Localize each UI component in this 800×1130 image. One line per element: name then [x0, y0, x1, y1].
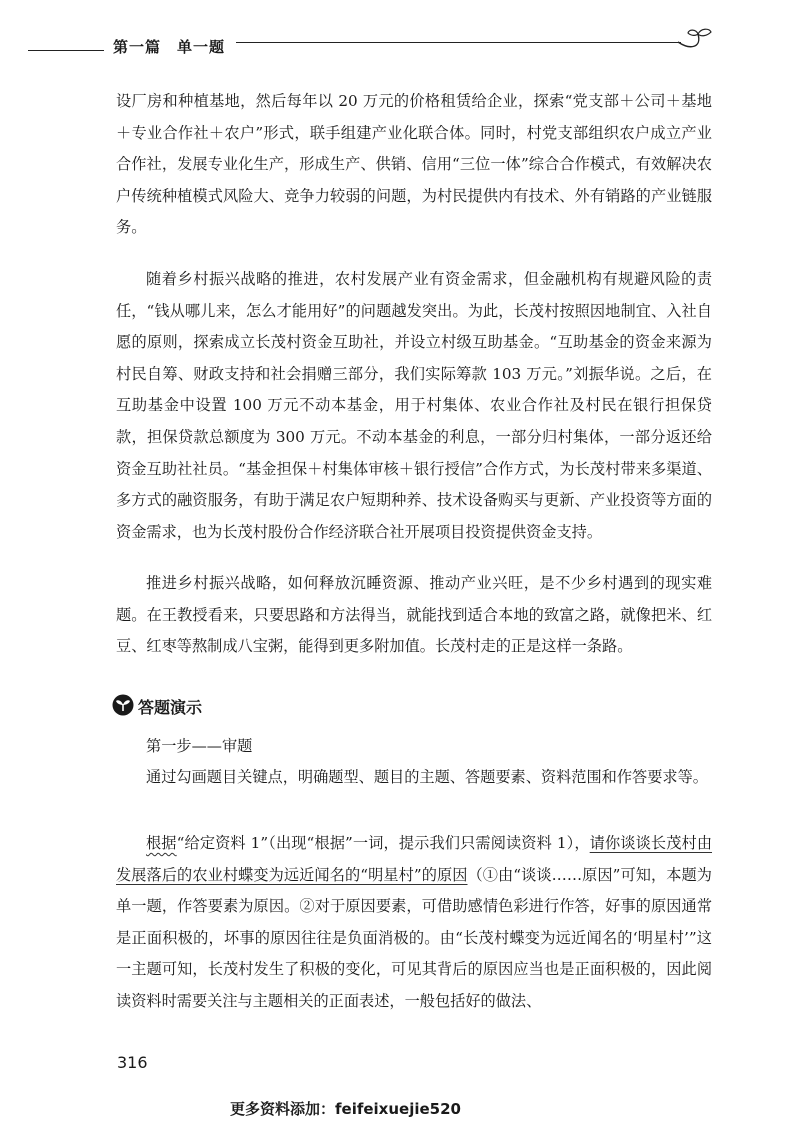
- header-rule-left: [28, 50, 104, 51]
- paragraph: 设厂房和种植基地，然后每年以 20 万元的价格租赁给企业，探索“党支部＋公司＋基地＋专业合作社＋农户”形式，联手组建产业化联合体。同时，村党支部组织农户成立产业合作社，发展专业化生产，形成生产、供销、信用“三位一体”综合合作模式，有效解决农户传统种植模式风险大、竞争力较弱的问题，为村民提供内有技术、外有销路的产业链服务。: [116, 92, 712, 237]
- analysis-paragraph: [116, 828, 712, 1018]
- analysis-text: “给定资料 1”（出现“根据”一词，提示我们只需阅读资料 1），: [176, 834, 590, 852]
- analysis-text: （①由“谈谈……原因”可知，本题为单一题，作答要素为原因。②对于原因要素，可借助感情色彩进行作答，好事的原因通常是正面积极的，坏事的原因往往是负面消极的。由“长茂村蝶变为远近闻名的‘明星村’”这一主题可知，长茂村发生了积极的变化，可见其背后的原因应当也是正面积极的，因此阅读资料时需要关注与主题相关的正面表述，一般包括好的做法、: [116, 865, 712, 1010]
- sprout-icon: [112, 694, 134, 716]
- sprout-icon: [676, 28, 720, 52]
- step-heading: 第一步——审题: [146, 737, 253, 755]
- page-header: [0, 28, 800, 68]
- analysis-intro: 通过勾画题目关键点，明确题型、题目的主题、答题要素、资料范围和作答要求等。: [146, 768, 708, 786]
- key-phrase-question: 请你谈谈长茂村由发展落后的农业村蝶变为远近闻名的“明星村”的原因: [116, 834, 713, 884]
- header-rule-right: [236, 42, 681, 43]
- section-title: 答题演示: [138, 698, 203, 717]
- page-number: 316: [117, 1053, 148, 1072]
- paragraph: 随着乡村振兴战略的推进，农村发展产业有资金需求，但金融机构有规避风险的责任，“钱从哪儿来，怎么才能用好”的问题越发突出。为此，长茂村按照因地制宜、入社自愿的原则，探索成立长茂村资金互助社，并设立村级互助基金。“互助基金的资金来源为村民自筹、财政支持和社会捐赠三部分，我们实际筹款 103 万元。”刘振华说。之后，在互助基金中设置 100 万元不动本基金，用于村集体、农业合作社及村民在银行担保贷款，担保贷款总额度为 300 万元。不动本基金的利息，一部分归村集体，一部分返还给资金互助社社员。“基金担保＋村集体审核＋银行授信”合作方式，为长茂村带来多渠道、多方式的融资服务，有助于满足农户短期种养、技术设备购买与更新、产业投资等方面的资金需求，也为长茂村股份合作经济联合社开展项目投资提供资金支持。: [116, 270, 712, 541]
- paragraph: 推进乡村振兴战略，如何释放沉睡资源、推动产业兴旺，是不少乡村遇到的现实难题。在王教授看来，只要思路和方法得当，就能找到适合本地的致富之路，就像把米、红豆、红枣等熬制成八宝粥，能得到更多附加值。长茂村走的正是这样一条路。: [116, 574, 712, 656]
- key-phrase-genju: 根据: [146, 834, 177, 852]
- header-title: 第一篇 单一题: [113, 38, 226, 56]
- footer-note: 更多资料添加：feifeixuejie520: [230, 1100, 461, 1118]
